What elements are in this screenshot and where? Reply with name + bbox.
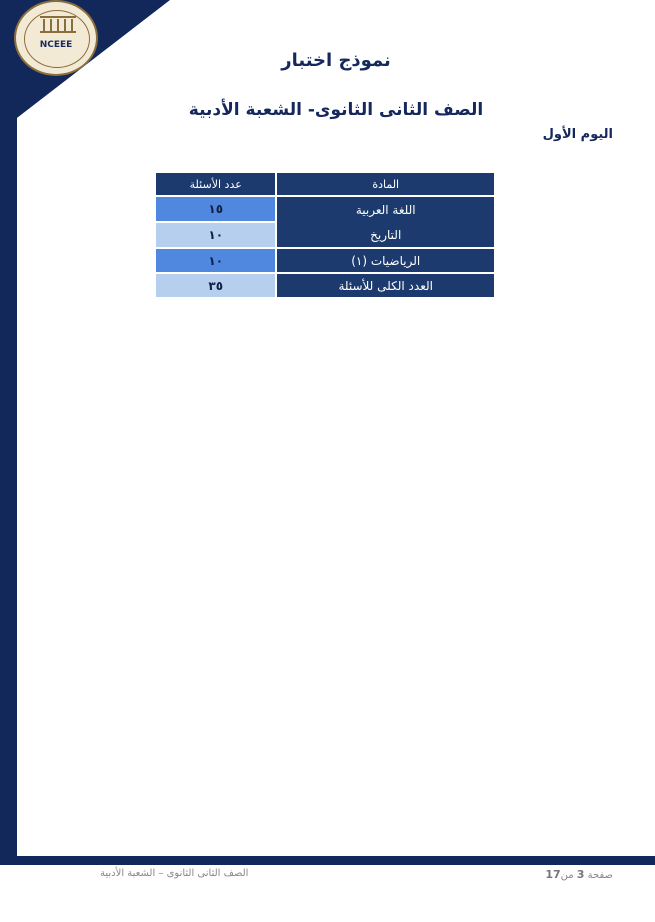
count-math: ١٠ (156, 249, 275, 272)
frame-bottom-bar (0, 856, 655, 865)
subject-history: التاريخ (370, 227, 402, 242)
page-number (545, 868, 613, 881)
day-label: اليوم الأول (542, 127, 613, 142)
subject-total: العدد الكلى للأسئلة (277, 274, 494, 297)
subject-cell-merged (277, 197, 494, 247)
total-pages: 17 (545, 868, 561, 881)
exam-table (154, 171, 496, 299)
frame-left-bar (0, 0, 17, 864)
footer-title: الصف الثانى الثانوى – الشعبة الأدبية (100, 868, 249, 879)
page-word: صفحة (587, 870, 613, 881)
page-title: نموذج اختبار (281, 50, 391, 71)
count-total: ٣٥ (156, 274, 275, 297)
header-count: عدد الأسئلة (156, 173, 275, 195)
count-history: ١٠ (156, 223, 275, 247)
page-subtitle: الصف الثانى الثانوى- الشعبة الأدبية (188, 100, 484, 120)
table-row (156, 249, 494, 272)
table-row (156, 197, 494, 221)
header-subject: المادة (277, 173, 494, 195)
subject-math: الرياضيات (١) (277, 249, 494, 272)
logo-text: NCEEE (39, 40, 73, 50)
of-word: من (560, 870, 574, 881)
table-row (156, 274, 494, 297)
count-arabic: ١٥ (156, 197, 275, 221)
current-page: 3 (576, 868, 585, 881)
table-header-row (156, 173, 494, 195)
subject-arabic: اللغة العربية (355, 202, 416, 217)
